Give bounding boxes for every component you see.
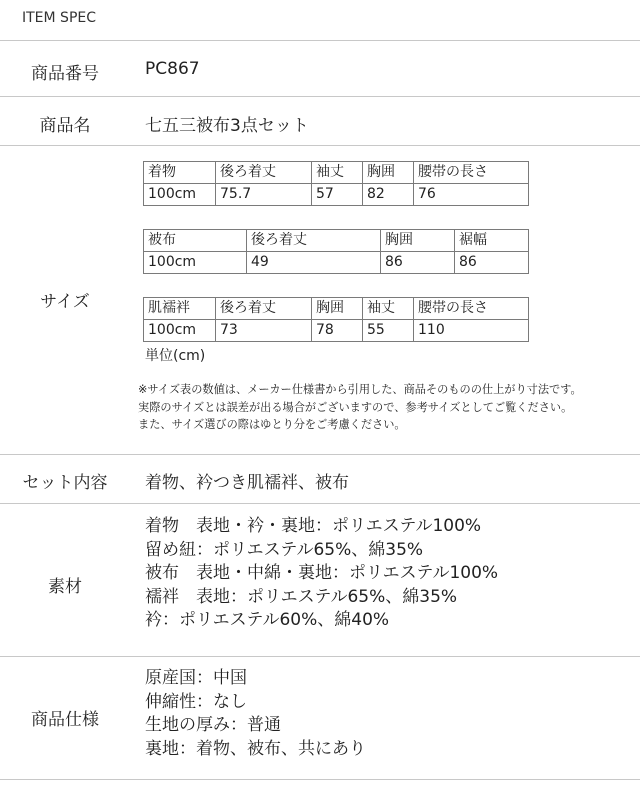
- spec-line: 伸縮性：なし: [145, 691, 247, 712]
- table-header-cell: 後ろ着丈: [216, 162, 312, 184]
- table-cell: 76: [414, 184, 529, 206]
- material-label: 素材: [48, 577, 82, 597]
- juban-size-table: [143, 297, 529, 342]
- size-label: サイズ: [40, 292, 90, 312]
- table-header-cell: 後ろ着丈: [247, 230, 381, 252]
- table-header-cell: 胸囲: [312, 298, 363, 320]
- spec-title: ITEM SPEC: [22, 10, 97, 26]
- kimono-size-table: [143, 161, 529, 206]
- table-header-cell: 胸囲: [363, 162, 414, 184]
- material-line: 留め紐：ポリエステル65%、綿35%: [145, 539, 424, 560]
- material-line: 被布 表地・中綿・裏地：ポリエステル100%: [145, 563, 499, 583]
- divider: [0, 503, 640, 504]
- table-row: [144, 252, 529, 274]
- table-cell: 100cm: [144, 184, 216, 206]
- product-number-value: PC867: [145, 59, 200, 79]
- set-contents-value: 着物、衿つき肌襦袢、被布: [145, 473, 349, 493]
- table-header-row: [144, 230, 529, 252]
- table-header-cell: 腰帯の長さ: [414, 162, 529, 184]
- table-cell: 100cm: [144, 252, 247, 274]
- table-header-cell: 腰帯の長さ: [414, 298, 529, 320]
- divider: [0, 40, 640, 41]
- table-header-cell: 袖丈: [363, 298, 414, 320]
- table-cell: 82: [363, 184, 414, 206]
- divider: [0, 454, 640, 455]
- table-header-cell: 被布: [144, 230, 247, 252]
- product-name-label: 商品名: [39, 116, 91, 136]
- material-line: 衿：ポリエステル60%、綿40%: [145, 610, 390, 630]
- note-line: また、サイズ選びの際はゆとり分をご考慮ください。: [138, 418, 406, 431]
- table-header-row: [144, 298, 529, 320]
- size-unit: 単位(cm): [145, 348, 206, 364]
- table-header-cell: 着物: [144, 162, 216, 184]
- spec-line: 裏地：着物、被布、共にあり: [145, 738, 366, 759]
- table-header-row: [144, 162, 529, 184]
- table-cell: 49: [247, 252, 381, 274]
- set-contents-label: セット内容: [22, 473, 108, 493]
- table-cell: 57: [312, 184, 363, 206]
- table-header-cell: 胸囲: [381, 230, 455, 252]
- product-number-label: 商品番号: [31, 64, 99, 84]
- table-cell: 110: [414, 320, 529, 342]
- table-header-cell: 袖丈: [312, 162, 363, 184]
- table-cell: 100cm: [144, 320, 216, 342]
- product-name-value: 七五三被布3点セット: [145, 116, 309, 136]
- divider: [0, 656, 640, 657]
- material-lines: [145, 515, 498, 633]
- spec-line: 生地の厚み：普通: [145, 715, 281, 735]
- divider: [0, 779, 640, 780]
- divider: [0, 96, 640, 97]
- divider: [0, 145, 640, 146]
- material-line: 着物 表地・衿・裏地：ポリエステル100%: [145, 516, 482, 536]
- table-cell: 78: [312, 320, 363, 342]
- hifu-size-table: [143, 229, 529, 274]
- spec-label: 商品仕様: [31, 710, 99, 730]
- table-row: [144, 184, 529, 206]
- table-cell: 86: [381, 252, 455, 274]
- table-header-cell: 裾幅: [455, 230, 529, 252]
- note-line: ※サイズ表の数値は、メーカー仕様書から引用した、商品そのものの仕上がり寸法です。: [138, 383, 582, 396]
- table-cell: 75.7: [216, 184, 312, 206]
- note-line: 実際のサイズとは誤差が出る場合がございますので、参考サイズとしてご覧ください。: [138, 400, 573, 414]
- material-line: 襦袢 表地：ポリエステル65%、綿35%: [145, 586, 458, 607]
- table-row: [144, 320, 529, 342]
- size-notes: [138, 381, 582, 434]
- table-header-cell: 肌襦袢: [144, 298, 216, 320]
- spec-line: 原産国：中国: [145, 668, 247, 688]
- spec-lines: [145, 667, 366, 761]
- table-cell: 86: [455, 252, 529, 274]
- table-header-cell: 後ろ着丈: [216, 298, 312, 320]
- table-cell: 55: [363, 320, 414, 342]
- table-cell: 73: [216, 320, 312, 342]
